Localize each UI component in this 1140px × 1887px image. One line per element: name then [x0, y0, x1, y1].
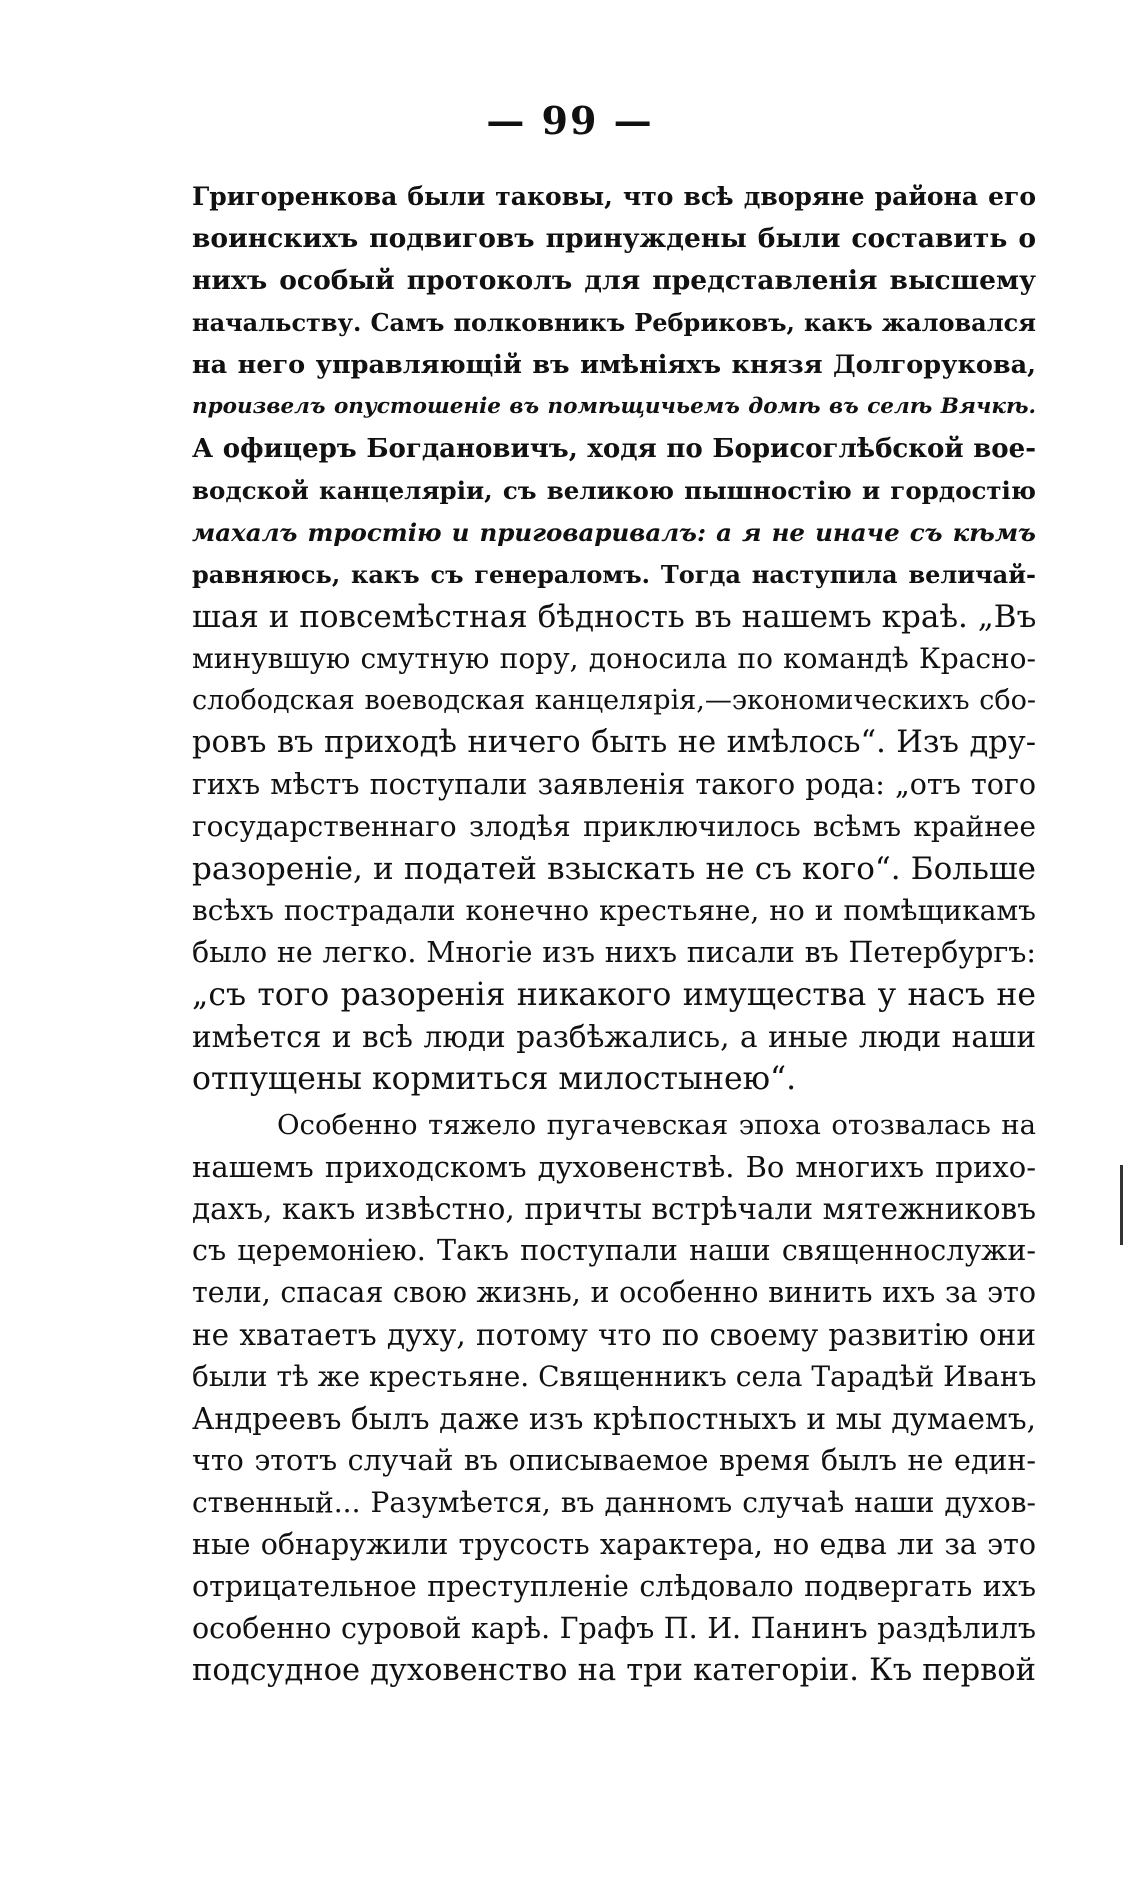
text-line-italic: произвелъ опустошеніе въ помѣщичьемъ домѣ въ селѣ Вячкѣ.	[192, 394, 1036, 419]
text-line: Григоренкова были таковы, что всѣ дворяне района его	[192, 182, 1036, 211]
text-line: на него управляющій въ имѣніяхъ князя Долгорукова,	[192, 350, 1036, 380]
paragraph-2	[192, 1104, 1036, 1692]
text-line: шая и повсемѣстная бѣдность въ нашемъ краѣ. „Въ	[192, 599, 1037, 635]
text-line-italic: махалъ тростію и приговаривалъ: а я не иначе съ кѣмъ	[192, 518, 1036, 547]
text-line: начальству. Самъ полковникъ Ребриковъ, какъ жаловался	[192, 308, 1036, 337]
text-line: равняюсь, какъ съ генераломъ. Тогда наступила величай-	[192, 560, 1036, 589]
text-line: что этотъ случай въ описываемое время былъ не един-	[192, 1444, 1036, 1477]
text-line: разореніе, и податей взыскать не съ кого“. Больше	[192, 851, 1036, 887]
text-line: А офицеръ Богдановичъ, ходя по Борисоглѣбской вое-	[192, 434, 1036, 464]
text-line: нашемъ приходскомъ духовенствѣ. Во многихъ прихо-	[192, 1150, 1036, 1184]
text-line: дахъ, какъ извѣстно, причты встрѣчали мятежниковъ	[192, 1192, 1036, 1226]
text-line: нихъ особый протоколъ для представленія высшему	[192, 265, 1036, 296]
text-line: воинскихъ подвиговъ принуждены были составить о	[192, 223, 1036, 254]
scan-artifact	[1120, 1165, 1123, 1245]
text-line: отрицательное преступленіе слѣдовало подвергать ихъ	[192, 1570, 1036, 1603]
page-number: — 99 —	[486, 98, 654, 143]
text-line: отпущены кормиться милостынею“.	[192, 1061, 797, 1097]
text-line: не хватаетъ духу, потому что по своему развитію они	[192, 1318, 1036, 1352]
text-line: съ церемоніею. Такъ поступали наши священнослужи-	[192, 1234, 1036, 1267]
text-line: государственнаго злодѣя приключилось всѣмъ крайнее	[192, 810, 1036, 843]
text-line: всѣхъ пострадали конечно крестьяне, но и помѣщикамъ	[192, 894, 1036, 927]
text-line: „съ того разоренія никакого имущества у насъ не	[192, 977, 1036, 1013]
text-line: Особенно тяжело пугачевская эпоха отозвалась на	[277, 1109, 1036, 1141]
text-line: Андреевъ былъ даже изъ крѣпостныхъ и мы думаемъ,	[192, 1402, 1036, 1436]
text-line: водской канцеляріи, съ великою пышностію и гордостію	[192, 476, 1036, 505]
text-line: особенно суровой карѣ. Графъ П. И. Панинъ раздѣлилъ	[192, 1612, 1036, 1645]
text-line: ственный... Разумѣется, въ данномъ случаѣ наши духов-	[192, 1486, 1036, 1519]
text-line: подсудное духовенство на три категоріи. Къ первой	[192, 1653, 1036, 1688]
text-line: было не легко. Многіе изъ нихъ писали въ Петербургъ:	[192, 936, 1036, 969]
text-line: гихъ мѣстъ поступали заявленія такого рода: „отъ того	[192, 768, 1036, 801]
paragraph-1	[192, 176, 1036, 1100]
text-line: слободская воеводская канцелярія,—экономическихъ сбо-	[192, 685, 1036, 716]
text-line: минувшую смутную пору, доносила по командѣ Красно-	[192, 642, 1036, 675]
text-line: были тѣ же крестьяне. Священникъ села Тарадѣй Иванъ	[192, 1360, 1037, 1393]
text-line: ные обнаружили трусость характера, но едва ли за это	[192, 1528, 1036, 1561]
text-line: тели, спасая свою жизнь, и особенно винить ихъ за это	[192, 1276, 1036, 1309]
text-line: ровъ въ приходѣ ничего быть не имѣлось“. Изъ дру-	[192, 725, 1036, 760]
text-line: имѣется и всѣ люди разбѣжались, а иные люди наши	[192, 1020, 1036, 1054]
